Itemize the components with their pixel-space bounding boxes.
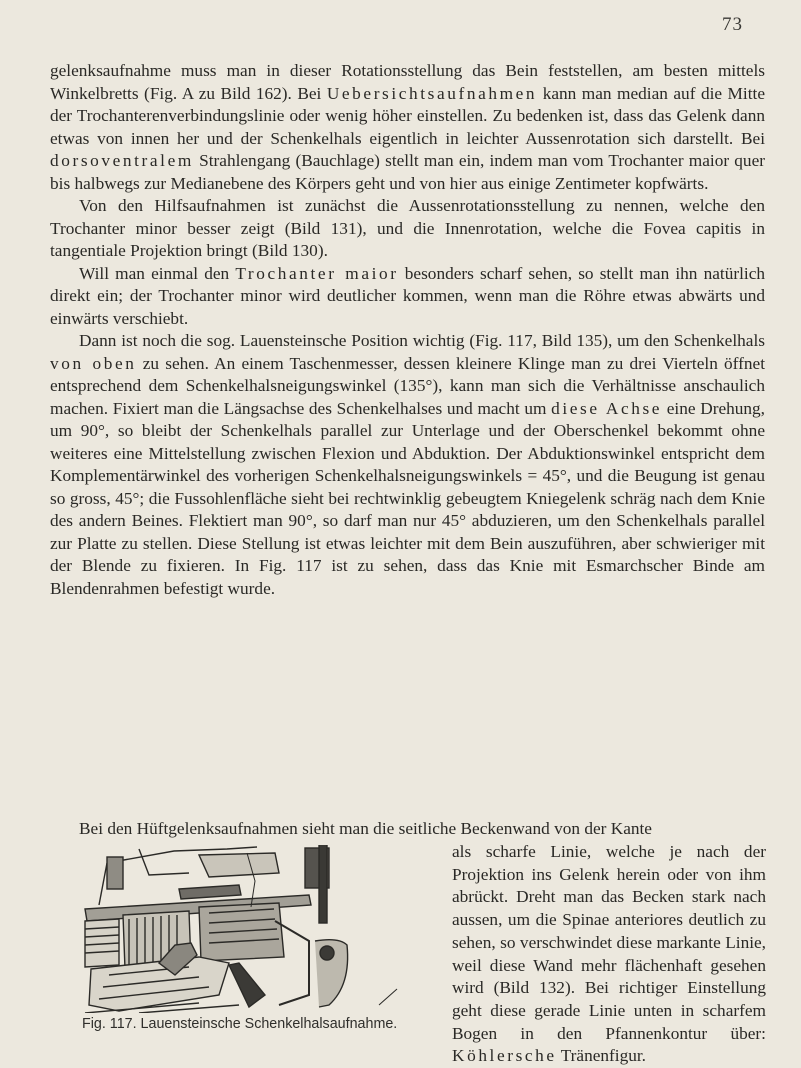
page-number: 73 [722, 14, 743, 35]
paragraph-2: Von den Hilfsaufnahmen ist zunächst die Aussenrotationsstellung zu nennen, welche den Trochanter minor besser zeigt (Bild 131), und die Innenrotation, welche die Fovea capitis in tangentiale Projektion bringt (Bild 130). [50, 196, 765, 260]
body-text [50, 60, 765, 600]
paragraph-5-first-line: Bei den Hüftgelenksaufnahmen sieht man die seitliche Beckenwand von der Kante [79, 819, 652, 838]
figure-117 [75, 845, 467, 1039]
paragraph-4: Dann ist noch die sog. Lauensteinsche Position wichtig (Fig. 117, Bild 135), um den Schenkelhals von oben zu sehen. An einem Taschenmesser, dessen kleinere Klinge man zu drei Vierteln öffnet entsprechend dem Schenkelhalsneigungswinkel (135°), kann man sich die Verhältnisse anschaulich machen. Fixiert man die Längsachse des Schenkelhalses und macht um diese Achse eine Drehung, um 90°, so bleibt der Schenkelhals parallel zur Unterlage und der Oberschenkel bekommt ohne weiteres eine Mittelstellung zwischen Flexion und Abduktion. Der Abduktionswinkel entspricht dem Komplementärwinkel des vorherigen Schenkelhalsneigungswinkels = 45°, und die Beugung ist genau so gross, 45°; die Fussohlenfläche sieht bei rechtwinklig gebeugtem Kniegelenk schräg nach dem Knie des andern Beines. Flektiert man 90°, so darf man nur 45° abduzieren, um den Schenkelhals parallel zur Platte zu stellen. Diese Stellung ist etwas leichter mit dem Bein auszuführen, aber schwieriger mit der Blende zu fixieren. In Fig. 117 ist zu sehen, dass das Knie mit Esmarchscher Binde am Blendenrahmen befestigt wurde. [50, 331, 765, 598]
lauenstein-apparatus-illustration [79, 845, 469, 1013]
paragraph-3: Will man einmal den Trochanter maior besonders scharf sehen, so stellt man ihn natürlich direkt ein; der Trochanter minor wird deutlicher kommen, wenn man die Röhre etwas abwärts und einwärts verschiebt. [50, 263, 766, 328]
paragraph-1: gelenksaufnahme muss man in dieser Rotationsstellung das Bein feststellen, am besten mittels Winkelbretts (Fig. A zu Bild 162). Bei Uebersichtsaufnahmen kann man median auf die Mitte der Trochanterenverbindungslinie oder wenig höher einstellen. Zu bedenken ist, dass das Gelenk dann etwas von innen her und der Schenkelhals eigentlich in leichter Aussenrotation sich darstellt. Bei dorsoventralem Strahlengang (Bauchlage) stellt man ein, indem man vom Trochanter maior quer bis halbwegs zur Medianebene des Körpers geht und von hier aus einige Zentimeter kopfwärts. [50, 61, 765, 193]
figure-caption: Fig. 117. Lauensteinsche Schenkelhalsaufnahme. [82, 1016, 398, 1032]
paragraph-5-side-text: als scharfe Linie, welche je nach der Projektion ins Gelenk herein oder von ihm abrückt. Dreht man das Becken stark nach aussen, um die Spinae anteriores deutlich zu sehen, so verschwindet diese markante Linie, weil diese Wand mehr flächenhaft gesehen wird (Bild 132). Bei richtiger Einstellung geht diese gerade Linie unten in scharfem Bogen in den Pfannenkontur über: Köhlersche Tränenfigur. [452, 842, 766, 1066]
